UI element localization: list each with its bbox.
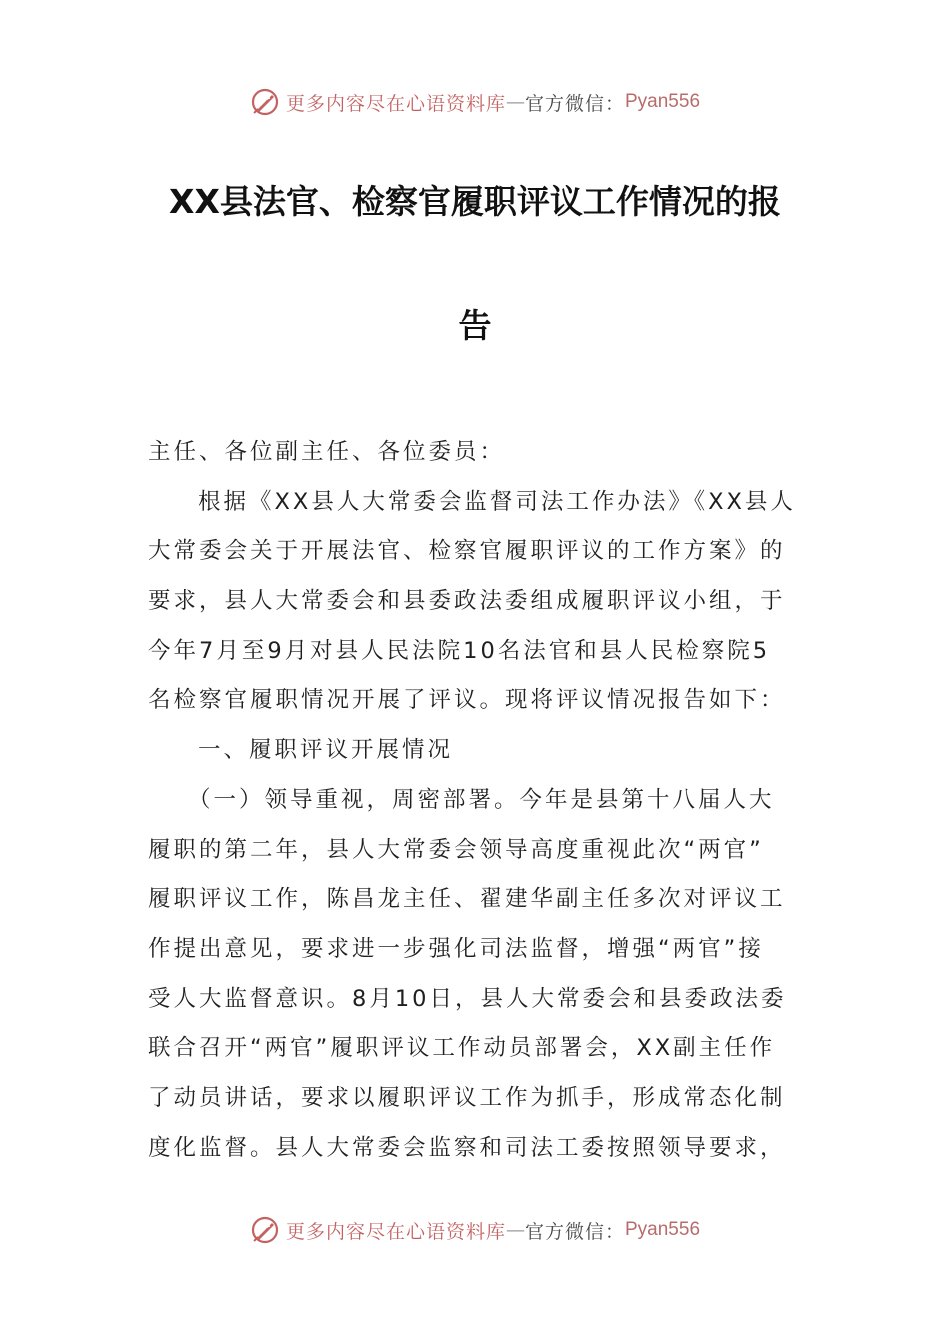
banner-brand-text: 更多内容尽在心语资料库	[285, 1220, 506, 1243]
subsection-heading-line: （一）领导重视，周密部署。今年是县第十八届人大	[188, 786, 775, 813]
banner-official-label: 官方微信：	[524, 1220, 625, 1243]
header-watermark-banner	[0, 82, 950, 122]
quill-logo-icon	[250, 1215, 280, 1245]
body-line: 联合召开“两官”履职评议工作动员部署会，XX副主任作	[148, 1035, 776, 1062]
document-title-line2: 告	[458, 306, 492, 345]
quill-logo-icon	[250, 87, 280, 117]
body-line: 名检察官履职情况开展了评议。现将评议情况报告如下：	[148, 687, 786, 714]
body-line: 履职的第二年，县人大常委会领导高度重视此次“两官”	[148, 836, 764, 863]
banner-official-label: 官方微信：	[524, 92, 625, 115]
salutation-line: 主任、各位副主任、各位委员：	[148, 439, 506, 465]
document-body	[148, 428, 808, 1173]
body-line: 度化监督。县人大常委会监察和司法工委按照领导要求，	[148, 1134, 786, 1161]
body-line: 作提出意见，要求进一步强化司法监督，增强“两官”接	[148, 935, 764, 962]
body-line: 大常委会关于开展法官、检察官履职评议的工作方案》的	[148, 538, 786, 565]
document-title-line1: XX县法官、检察官履职评议工作情况的报	[169, 182, 781, 221]
banner-separator: —	[505, 91, 525, 113]
banner-wechat-id: Pyan556	[625, 1219, 701, 1240]
section-heading: 一、履职评议开展情况	[198, 737, 454, 764]
body-line: 今年7月至9月对县人民法院10名法官和县人民检察院5	[148, 637, 771, 664]
body-line: 了动员讲话，要求以履职评议工作为抓手，形成常态化制	[148, 1084, 786, 1111]
body-line: 根据《XX县人大常委会监督司法工作办法》《XX县人	[198, 488, 796, 515]
banner-wechat-id: Pyan556	[625, 91, 701, 112]
body-line: 履职评议工作，陈昌龙主任、翟建华副主任多次对评议工	[148, 886, 786, 913]
footer-watermark-banner	[0, 1210, 950, 1250]
banner-separator: —	[505, 1219, 525, 1241]
body-line: 要求，县人大常委会和县委政法委组成履职评议小组，于	[148, 588, 786, 615]
banner-brand-text: 更多内容尽在心语资料库	[285, 92, 506, 115]
body-line: 受人大监督意识。8月10日，县人大常委会和县委政法委	[148, 985, 787, 1012]
